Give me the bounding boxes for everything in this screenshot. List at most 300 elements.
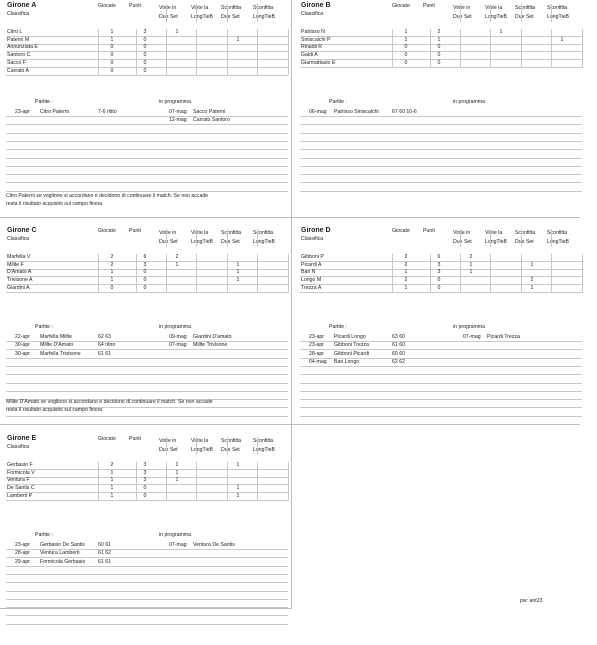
horizontal-separator xyxy=(0,217,580,218)
match-players: Patrisso Siniscalchi xyxy=(334,109,379,115)
column-divider xyxy=(521,254,522,293)
column-divider xyxy=(392,29,393,68)
match-line xyxy=(6,383,288,384)
group-title: Girone D xyxy=(301,227,331,234)
group-panel xyxy=(6,435,296,645)
column-header: Due Set xyxy=(159,239,178,245)
column-header: Due Set xyxy=(221,239,240,245)
vertical-separator xyxy=(291,432,292,608)
match-line xyxy=(300,391,582,392)
cell-giocate: 0 xyxy=(110,284,114,291)
group-title: Girone E xyxy=(7,435,37,442)
cell-giocate: 1 xyxy=(110,36,114,43)
classifica-label: Classifica xyxy=(7,11,30,17)
cell-punti: 0 xyxy=(143,277,147,284)
player-name: Bari N xyxy=(301,269,316,276)
column-divider xyxy=(551,254,552,293)
group-title: Girone C xyxy=(7,227,37,234)
cell-giocate: 2 xyxy=(404,277,408,284)
cell-giocate: 1 xyxy=(404,36,408,43)
column-divider xyxy=(582,29,583,68)
program-date: 09-mag xyxy=(169,334,187,340)
row-divider xyxy=(300,67,582,68)
program-players: Picardi Trezza xyxy=(487,334,520,340)
cell-vinte-due: 1 xyxy=(175,261,179,268)
match-line xyxy=(300,124,582,125)
column-header: Due Set xyxy=(221,14,240,20)
match-score: 61 62 xyxy=(98,550,111,557)
match-line xyxy=(6,124,288,125)
player-name: Santoro C xyxy=(7,52,31,59)
program-players: Millte Trivisone xyxy=(193,342,228,349)
column-divider xyxy=(98,29,99,75)
column-header: LongTieB xyxy=(191,447,214,453)
match-line xyxy=(300,399,582,400)
match-players: Bari Longo xyxy=(334,358,360,365)
match-line xyxy=(6,615,288,616)
column-divider xyxy=(460,29,461,68)
cell-sconf-due: 1 xyxy=(530,261,534,268)
programma-label: in programma xyxy=(453,324,486,330)
cell-vinte-due: 1 xyxy=(175,29,179,35)
column-header: Vinte la xyxy=(191,5,209,11)
cell-sconf-due: 1 xyxy=(236,492,240,499)
program-date: 07-mag xyxy=(169,542,187,548)
program-players: Ventura De Santis xyxy=(193,542,235,548)
cell-giocate: 2 xyxy=(110,462,114,468)
column-header: Giocate xyxy=(98,3,116,9)
column-header: Vinte in xyxy=(159,438,177,444)
note-girone-a-line1: Citro Paterni se vogliono si accordano e decidono di continuare il match. Se non accade xyxy=(6,193,209,199)
column-header: Giocate xyxy=(98,228,116,234)
match-players: Marfella Trivisone xyxy=(40,350,81,357)
match-line xyxy=(6,182,288,183)
column-divider xyxy=(227,462,228,501)
match-line xyxy=(6,591,288,592)
match-line xyxy=(300,374,582,375)
column-header: Vinte la xyxy=(485,5,503,11)
match-line xyxy=(300,149,582,150)
row-divider xyxy=(300,292,582,293)
programma-label: in programma xyxy=(159,324,192,330)
column-header: Due Set xyxy=(159,14,178,20)
header-divider xyxy=(196,4,197,22)
column-divider xyxy=(288,254,289,293)
partite-label: Partite : xyxy=(329,99,347,105)
match-players: Formicola Gerbasio xyxy=(40,558,86,565)
partite-label: Partite : xyxy=(35,532,53,538)
cell-punti: 3 xyxy=(143,469,147,476)
match-date: 22-apr xyxy=(15,334,30,340)
match-score: 61 61 xyxy=(98,350,111,357)
cell-giocate: 1 xyxy=(404,29,408,35)
cell-punti: 3 xyxy=(143,462,147,468)
column-header: Punti xyxy=(423,3,435,9)
row-divider xyxy=(6,75,288,76)
row-divider xyxy=(6,500,288,501)
column-divider xyxy=(460,254,461,293)
match-score: 67 60 10-6 xyxy=(392,109,417,115)
column-divider xyxy=(490,254,491,293)
match-line xyxy=(6,133,288,134)
column-divider xyxy=(227,29,228,75)
match-date: 04-mag xyxy=(309,358,327,365)
programma-label: in programma xyxy=(159,99,192,105)
row-divider xyxy=(6,292,288,293)
cell-giocate: 1 xyxy=(404,284,408,291)
cell-sconf-long: 1 xyxy=(560,36,564,43)
cell-giocate: 1 xyxy=(110,485,114,492)
match-line xyxy=(6,574,288,575)
header-divider xyxy=(521,4,522,22)
cell-giocate: 0 xyxy=(404,44,408,51)
player-name: Trezza A xyxy=(301,284,322,291)
cell-sconf-due: 1 xyxy=(236,485,240,492)
match-score: 60 61 xyxy=(98,542,111,548)
cell-sconf-due: 1 xyxy=(236,36,240,43)
column-divider xyxy=(196,462,197,501)
player-name: Galdi A xyxy=(301,52,318,59)
column-header: LongTieB xyxy=(547,239,570,245)
column-header: LongTieB xyxy=(253,14,276,20)
cell-punti: 3 xyxy=(143,29,147,35)
cell-giocate: 2 xyxy=(110,254,114,260)
classifica-label: Classifica xyxy=(301,236,324,242)
column-divider xyxy=(288,462,289,501)
column-header: Sconfitta xyxy=(221,230,242,236)
header-divider xyxy=(257,437,258,455)
match-line xyxy=(300,416,582,417)
cell-giocate: 2 xyxy=(404,261,408,268)
player-name: Trivisone A xyxy=(7,277,33,284)
header-divider xyxy=(257,4,258,22)
group-panel xyxy=(300,2,590,212)
match-line xyxy=(6,174,288,175)
column-header: Due Set xyxy=(221,447,240,453)
column-divider xyxy=(98,462,99,501)
cell-vinte-due: 1 xyxy=(175,462,179,468)
player-name: Giarmattasio E xyxy=(301,59,336,66)
horizontal-separator xyxy=(0,424,580,425)
cell-punti: 0 xyxy=(437,52,441,59)
cell-punti: 2 xyxy=(437,29,441,35)
column-header: LongTieB xyxy=(485,239,508,245)
cell-punti: 1 xyxy=(437,36,441,43)
horizontal-separator xyxy=(0,608,292,609)
player-name: Gerbasio F xyxy=(7,462,33,468)
column-header: Giocate xyxy=(392,3,410,9)
column-header: Punti xyxy=(129,228,141,234)
cell-giocate: 1 xyxy=(110,492,114,499)
program-date: 12-mag xyxy=(169,117,187,124)
program-date: 07-mag xyxy=(169,109,187,115)
player-name: Rinaldi R xyxy=(301,44,323,51)
column-divider xyxy=(166,462,167,501)
player-name: Giardini A xyxy=(7,284,30,291)
match-date: 28-apr xyxy=(309,350,324,357)
partite-label: Partite : xyxy=(329,324,347,330)
match-line xyxy=(300,182,582,183)
cell-punti: 6 xyxy=(437,254,441,260)
column-divider xyxy=(582,254,583,293)
cell-giocate: 0 xyxy=(110,67,114,74)
cell-punti: 3 xyxy=(437,261,441,268)
player-name: Sacco F xyxy=(7,59,27,66)
header-divider xyxy=(227,229,228,247)
group-panel xyxy=(6,2,296,212)
match-score: 60 60 xyxy=(392,350,405,357)
player-name: Annunziata E xyxy=(7,44,38,51)
cell-punti: 0 xyxy=(437,277,441,284)
column-divider xyxy=(288,29,289,75)
player-name: Marfella V xyxy=(7,254,31,260)
column-header: LongTieB xyxy=(253,447,276,453)
match-line xyxy=(300,174,582,175)
column-header: Due Set xyxy=(453,239,472,245)
column-divider xyxy=(521,29,522,68)
match-date: 23-apr xyxy=(309,342,324,349)
match-line xyxy=(300,407,582,408)
match-date: 23-apr xyxy=(309,334,324,340)
column-header: Sconfitta xyxy=(547,230,568,236)
column-header: Giocate xyxy=(98,436,116,442)
column-header: Giocate xyxy=(392,228,410,234)
column-divider xyxy=(136,462,137,501)
match-score: 62 63 xyxy=(98,334,111,340)
column-header: Sconfitta xyxy=(253,230,274,236)
cell-vinte-due: 2 xyxy=(175,254,179,260)
match-score: 64 ritiro xyxy=(98,342,116,349)
group-panel xyxy=(300,227,590,437)
player-name: Gibboni P xyxy=(301,254,324,260)
program-date: 07-mag xyxy=(169,342,187,349)
column-header: Punti xyxy=(129,436,141,442)
match-line xyxy=(300,158,582,159)
match-line xyxy=(300,191,582,192)
player-name: De Santis C xyxy=(7,485,35,492)
cell-giocate: 1 xyxy=(404,269,408,276)
player-name: Longo M xyxy=(301,277,322,284)
match-line xyxy=(6,624,288,625)
cell-sconf-due: 1 xyxy=(236,269,240,276)
cell-punti: 0 xyxy=(143,492,147,499)
partite-label: Partite : xyxy=(35,99,53,105)
match-score: 61 61 xyxy=(98,558,111,565)
header-divider xyxy=(521,229,522,247)
column-divider xyxy=(166,29,167,75)
match-line xyxy=(300,366,582,367)
program-date: 07-mag xyxy=(463,334,481,340)
header-divider xyxy=(490,229,491,247)
player-name: Patrisso N xyxy=(301,29,325,35)
cell-punti: 0 xyxy=(143,59,147,66)
cell-giocate: 0 xyxy=(404,52,408,59)
header-divider xyxy=(166,4,167,22)
column-header: Sconfitta xyxy=(253,5,274,11)
cell-punti: 0 xyxy=(437,44,441,51)
match-players: Picardi Longo xyxy=(334,334,366,340)
column-header: Vinte in xyxy=(159,230,177,236)
column-header: Sconfitta xyxy=(253,438,274,444)
column-header: Sconfitta xyxy=(221,5,242,11)
cell-giocate: 1 xyxy=(110,269,114,276)
cell-punti: 0 xyxy=(437,59,441,66)
player-name: Formicola V xyxy=(7,469,35,476)
header-divider xyxy=(166,437,167,455)
column-header: LongTieB xyxy=(191,239,214,245)
cell-punti: 0 xyxy=(143,36,147,43)
column-header: LongTieB xyxy=(253,239,276,245)
cell-sconf-due: 1 xyxy=(530,284,534,291)
cell-sconf-due: 2 xyxy=(530,277,534,284)
header-divider xyxy=(551,229,552,247)
column-divider xyxy=(136,29,137,75)
match-players: Marfella Millte xyxy=(40,334,72,340)
cell-vinte-due: 1 xyxy=(469,269,473,276)
cell-giocate: 1 xyxy=(110,29,114,35)
column-header: LongTieB xyxy=(485,14,508,20)
program-players: Giardini D'amato xyxy=(193,334,232,340)
player-name: Millte F xyxy=(7,261,24,268)
column-header: Sconfitta xyxy=(221,438,242,444)
column-divider xyxy=(196,254,197,293)
match-players: Gerbasio De Santis xyxy=(40,542,85,548)
vertical-separator xyxy=(291,0,292,432)
program-players: Carratù Santoro xyxy=(193,117,230,124)
player-name: Picardi A xyxy=(301,261,322,268)
player-name: Carratù A xyxy=(7,67,29,74)
note-girone-c-line2: resta il risultato acquisito sul campo finora xyxy=(6,407,103,413)
partite-label: Partite : xyxy=(35,324,53,330)
match-score: 63 60 xyxy=(392,334,405,340)
match-date: 23-apr xyxy=(15,542,30,548)
column-header: LongTieB xyxy=(191,14,214,20)
header-divider xyxy=(551,4,552,22)
match-line xyxy=(6,158,288,159)
cell-vinte-due: 1 xyxy=(175,477,179,484)
cell-sconf-due: 1 xyxy=(236,277,240,284)
column-divider xyxy=(227,254,228,293)
header-divider xyxy=(227,437,228,455)
cell-punti: 0 xyxy=(143,269,147,276)
cell-giocate: 1 xyxy=(110,277,114,284)
classifica-label: Classifica xyxy=(301,11,324,17)
match-line xyxy=(6,416,288,417)
match-line xyxy=(6,391,288,392)
column-divider xyxy=(136,254,137,293)
match-players: Millte D'Amato xyxy=(40,342,74,349)
header-divider xyxy=(227,4,228,22)
cell-giocate: 0 xyxy=(110,59,114,66)
column-header: Sconfitta xyxy=(515,5,536,11)
column-header: Vinte in xyxy=(453,5,471,11)
match-players: Ventura Lamberti xyxy=(40,550,80,557)
cell-giocate: 0 xyxy=(110,52,114,59)
cell-sconf-due: 1 xyxy=(236,261,240,268)
match-line xyxy=(300,116,582,117)
column-divider xyxy=(551,29,552,68)
match-line xyxy=(6,366,288,367)
column-header: Punti xyxy=(129,3,141,9)
column-header: Due Set xyxy=(515,239,534,245)
cell-vinte-due: 1 xyxy=(175,469,179,476)
cell-punti: 3 xyxy=(437,269,441,276)
match-line xyxy=(6,358,288,359)
cell-punti: 3 xyxy=(143,477,147,484)
match-line xyxy=(6,191,288,192)
cell-punti: 3 xyxy=(143,261,147,268)
column-header: Sconfitta xyxy=(515,230,536,236)
header-divider xyxy=(460,229,461,247)
column-header: Vinte in xyxy=(453,230,471,236)
match-date: 23-apr xyxy=(15,109,30,115)
match-date: 28-apr xyxy=(15,550,30,557)
header-divider xyxy=(490,4,491,22)
cell-punti: 6 xyxy=(143,254,147,260)
player-name: D'Amato A xyxy=(7,269,32,276)
header-divider xyxy=(196,229,197,247)
program-players: Sacco Paterni xyxy=(193,109,226,115)
classifica-label: Classifica xyxy=(7,236,30,242)
match-date: 30-apr xyxy=(15,350,30,357)
match-line xyxy=(6,599,288,600)
column-header: Vinte la xyxy=(485,230,503,236)
header-divider xyxy=(196,437,197,455)
column-divider xyxy=(490,29,491,68)
match-date: 30-apr xyxy=(15,342,30,349)
column-header: Due Set xyxy=(515,14,534,20)
player-name: Paterni M xyxy=(7,36,30,43)
programma-label: in programma xyxy=(453,99,486,105)
cell-punti: 0 xyxy=(143,485,147,492)
cell-giocate: 1 xyxy=(110,477,114,484)
column-header: Vinte in xyxy=(159,5,177,11)
match-line xyxy=(6,566,288,567)
group-title: Girone A xyxy=(7,2,37,9)
match-line xyxy=(300,141,582,142)
match-line xyxy=(6,116,288,117)
cell-vinte-long: 1 xyxy=(499,29,503,35)
match-line xyxy=(300,383,582,384)
match-date: 06-mag xyxy=(309,109,327,115)
cell-giocate: 0 xyxy=(404,59,408,66)
group-title: Girone B xyxy=(301,2,331,9)
cell-giocate: 1 xyxy=(110,469,114,476)
match-line xyxy=(6,582,288,583)
column-header: Due Set xyxy=(453,14,472,20)
cell-punti: 0 xyxy=(143,284,147,291)
column-divider xyxy=(392,254,393,293)
match-score: 61 60 xyxy=(392,342,405,349)
column-divider xyxy=(430,29,431,68)
cell-punti: 0 xyxy=(143,67,147,74)
cell-punti: 0 xyxy=(437,284,441,291)
cell-punti: 0 xyxy=(143,52,147,59)
column-header: Due Set xyxy=(159,447,178,453)
column-divider xyxy=(166,254,167,293)
column-header: LongTieB xyxy=(547,14,570,20)
note-girone-c-line1: Millte D'Amato se vogliono si accordano e decidono di continuare il match. Se non accade xyxy=(6,399,213,405)
column-divider xyxy=(196,29,197,75)
column-divider xyxy=(257,462,258,501)
header-divider xyxy=(460,4,461,22)
match-players: Gibboni Trezza xyxy=(334,342,369,349)
match-line xyxy=(6,374,288,375)
password-label: pw: ant23 xyxy=(520,598,543,604)
match-line xyxy=(300,133,582,134)
match-score: 62 62 xyxy=(392,358,405,365)
player-name: Siniscalchi P xyxy=(301,36,331,43)
